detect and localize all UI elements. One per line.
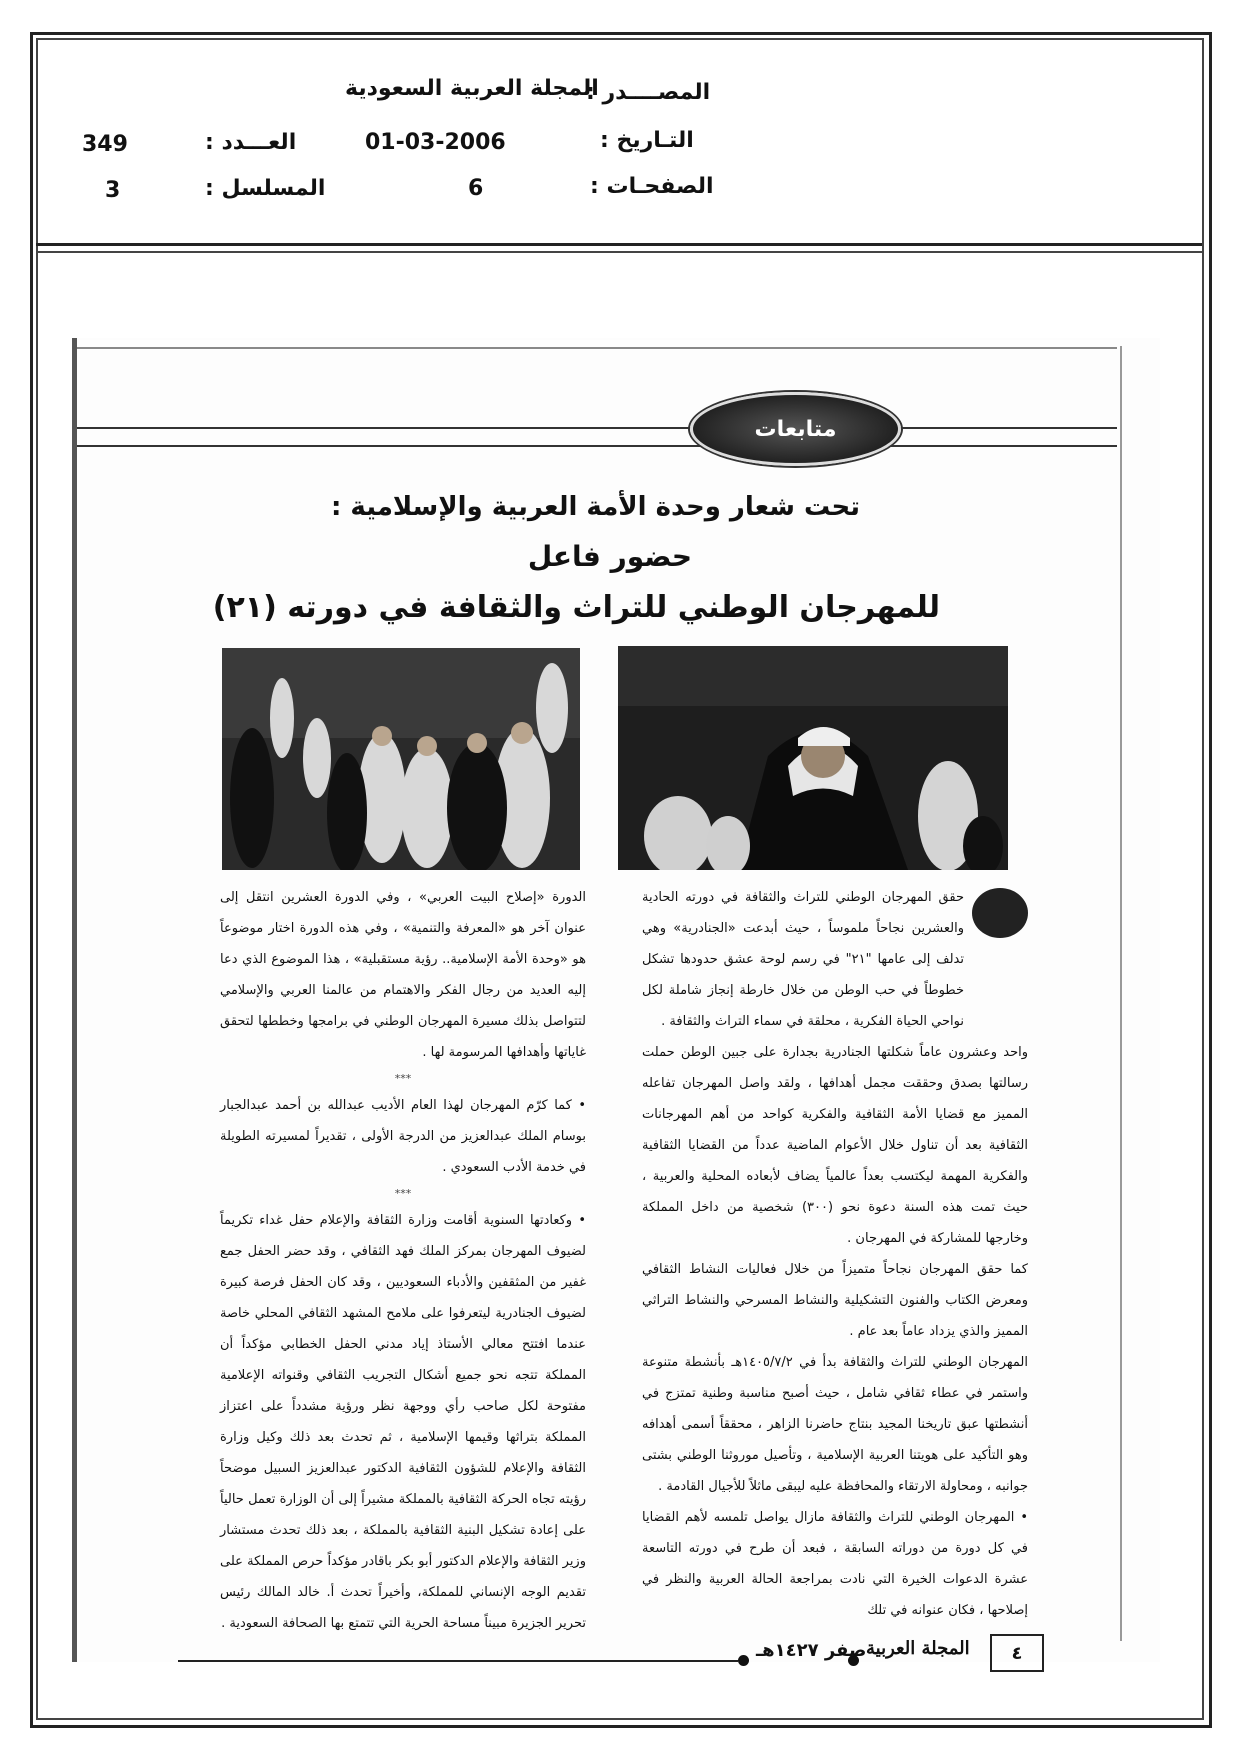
footer-dot	[738, 1655, 749, 1666]
page-left-edge	[72, 338, 77, 1662]
date-value: 01-03-2006	[365, 130, 506, 155]
paragraph: • كما كرّم المهرجان لهذا العام الأديب عبدالله بن أحمد عبدالجبار بوسام الملك عبدالعزيز من الدرجة الأولى ، تقديراً لمسيرته الطويلة في خدمة الأدب السعودي .	[220, 1098, 586, 1175]
pages-label: الصفحـات :	[590, 174, 714, 199]
headline-sub: للمهرجان الوطني للتراث والثقافة في دورته (٢١)	[212, 590, 940, 625]
serial-label: المسلسل :	[205, 176, 326, 201]
separator: ***	[394, 1072, 412, 1085]
paragraph: • وكعادتها السنوية أقامت وزارة الثقافة والإعلام حفل غداء تكريماً لضيوف المهرجان بمركز الملك فهد الثقافي ، وقد حضر الحفل جمع غفير من المثقفين والأدباء السعوديين ، وقد كان الحفل فرصة كبيرة لضيوف الجنادرية ليتعرفوا على ملامح المشهد الثقافي المحلي خاصة عندما افتتح معالي الأستاذ إياد مدني الحفل الخطابي مؤكداً أن المملكة تتجه نحو جميع أشكال التجريب الثقافي وقنواته الإعلامية مفتوحة لكل صاحب رأي ووجهة نظر ورؤية مشدداً على اعتزاز المملكة بتراثها وقيمها الإسلامية ، ثم تحدث بعد ذلك وكيل وزارة الثقافة والإعلام للشؤون الثقافية الدكتور عبدالعزيز السبيل موضحاً رؤيته تجاه الحركة الثقافية بالمملكة مشيراً إلى أن الوزارة تعمل حالياً على إعادة تشكيل البنية الثقافية بالمملكة ، بعد ذلك تحدث مستشار وزير الثقافة والإعلام الدكتور أبو بكر باقادر مؤكداً حرص المملكة على تقديم الوجه الإنساني للمملكة، وأخيراً تحدث أ. خالد المالك رئيس تحرير الجزيرة مبيناً مساحة الحرية التي تتمتع بها الصحافة السعودية .	[220, 1213, 586, 1631]
page-top-rule	[77, 347, 1117, 349]
date-label: التـاريخ :	[600, 128, 694, 153]
footer-rule	[178, 1660, 738, 1662]
article-left-column	[220, 882, 586, 1639]
section-badge: متابعات	[690, 392, 901, 466]
headline-kicker: تحت شعار وحدة الأمة العربية والإسلامية :	[330, 492, 860, 522]
separator: ***	[394, 1187, 412, 1200]
footer-magazine-name: المجلة العربية	[866, 1638, 970, 1659]
header-separator	[36, 243, 1202, 253]
footer-page-number: ٤	[990, 1634, 1044, 1672]
issue-label: العـــدد :	[205, 130, 297, 155]
article-right-column	[642, 882, 1028, 1626]
page-right-edge	[1120, 346, 1122, 1641]
section-rule-bottom	[77, 445, 1117, 447]
footer-issue-date: صفر ١٤٢٧هـ	[756, 1640, 867, 1661]
headline-main: حضور فاعل	[527, 540, 693, 573]
section-rule-top	[77, 427, 1117, 429]
photo-procession	[222, 648, 580, 870]
source-value: المجلة العربية السعودية	[345, 76, 599, 101]
pages-value: 6	[468, 176, 484, 201]
paragraph: حقق المهرجان الوطني للتراث والثقافة في دورته الحادية والعشرين نجاحاً ملموساً ، حيث أبدعت «الجنادرية» وهي تدلف إلى عامها "٢١" في رسم لوحة عشق حدودها تشكل خطوطاً في حب الوطن من خلال خارطة إنجاز شاملة لكل نواحي الحياة الفكرية ، محلقة في سماء التراث والثقافة .	[642, 890, 964, 1029]
paragraph: واحد وعشرون عاماً شكلتها الجنادرية بجدارة على جبين الوطن حملت رسالتها بصدق وحققت مجمل أهدافها ، ولقد واصل المهرجان تفاعله المميز مع قضايا الأمة الثقافية والفكرية كواحد من أهم المهرجانات الثقافية بعد أن تناول خلال الأعوام الماضية عدداً من القضايا الثقافية والفكرية المهمة ليكتسب بعداً عالمياً يضاف لأبعاده المحلية والعربية ، حيث تمت هذه السنة دعوة نحو (٣٠٠) شخصية من داخل المملكة وخارجها للمشاركة في المهرجان .	[642, 1045, 1028, 1246]
paragraph: • المهرجان الوطني للتراث والثقافة مازال يواصل تلمسه لأهم القضايا في كل دورة من دوراته السابقة ، فبعد أن طرح في دورته التاسعة عشرة الدعوات الخيرة التي نادت بمراجعة الحالة العربية والنظر في إصلاحها ، فكان عنوانه في تلك	[642, 1510, 1028, 1618]
paragraph: الدورة «إصلاح البيت العربي» ، وفي الدورة العشرين انتقل إلى عنوان آخر هو «المعرفة والتنمية» ، وفي هذه الدورة اختار موضوعاً هو «وحدة الأمة الإسلامية.. رؤية مستقبلية» ، هذا الموضوع الذي دعا إليه العديد من رجال الفكر والاهتمام من عالمنا العربي والإسلامي لتتواصل بذلك مسيرة المهرجان الوطني في برامجها وخططها لتحقق غاياتها وأهدافها المرسومة لها .	[220, 890, 586, 1060]
source-label: المصــــدر :	[586, 80, 711, 105]
serial-value: 3	[105, 178, 121, 203]
paragraph: المهرجان الوطني للتراث والثقافة بدأ في ١٤٠٥/٧/٢هـ بأنشطة متنوعة واستمر في عطاء ثقافي شامل ، حيث أصبح مناسبة وطنية تمتزج في أنشطتها عبق تاريخنا المجيد بنتاج حاضرنا الزاهر ، محققاً أسمى أهدافه وهو التأكيد على هويتنا العربية الإسلامية ، وتأصيل موروثنا الوطني بشتى جوانبه ، ومحاولة الارتقاء والمحافظة عليه ليبقى ماثلاً للأجيال القادمة .	[642, 1355, 1028, 1494]
issue-value: 349	[82, 132, 128, 157]
paragraph: كما حقق المهرجان نجاحاً متميزاً من خلال فعاليات النشاط الثقافي ومعرض الكتاب والفنون التشكيلية والنشاط المسرحي والنشاط التراثي المميز والذي يزداد عاماً بعد عام .	[642, 1262, 1028, 1339]
photo-king	[618, 646, 1008, 870]
